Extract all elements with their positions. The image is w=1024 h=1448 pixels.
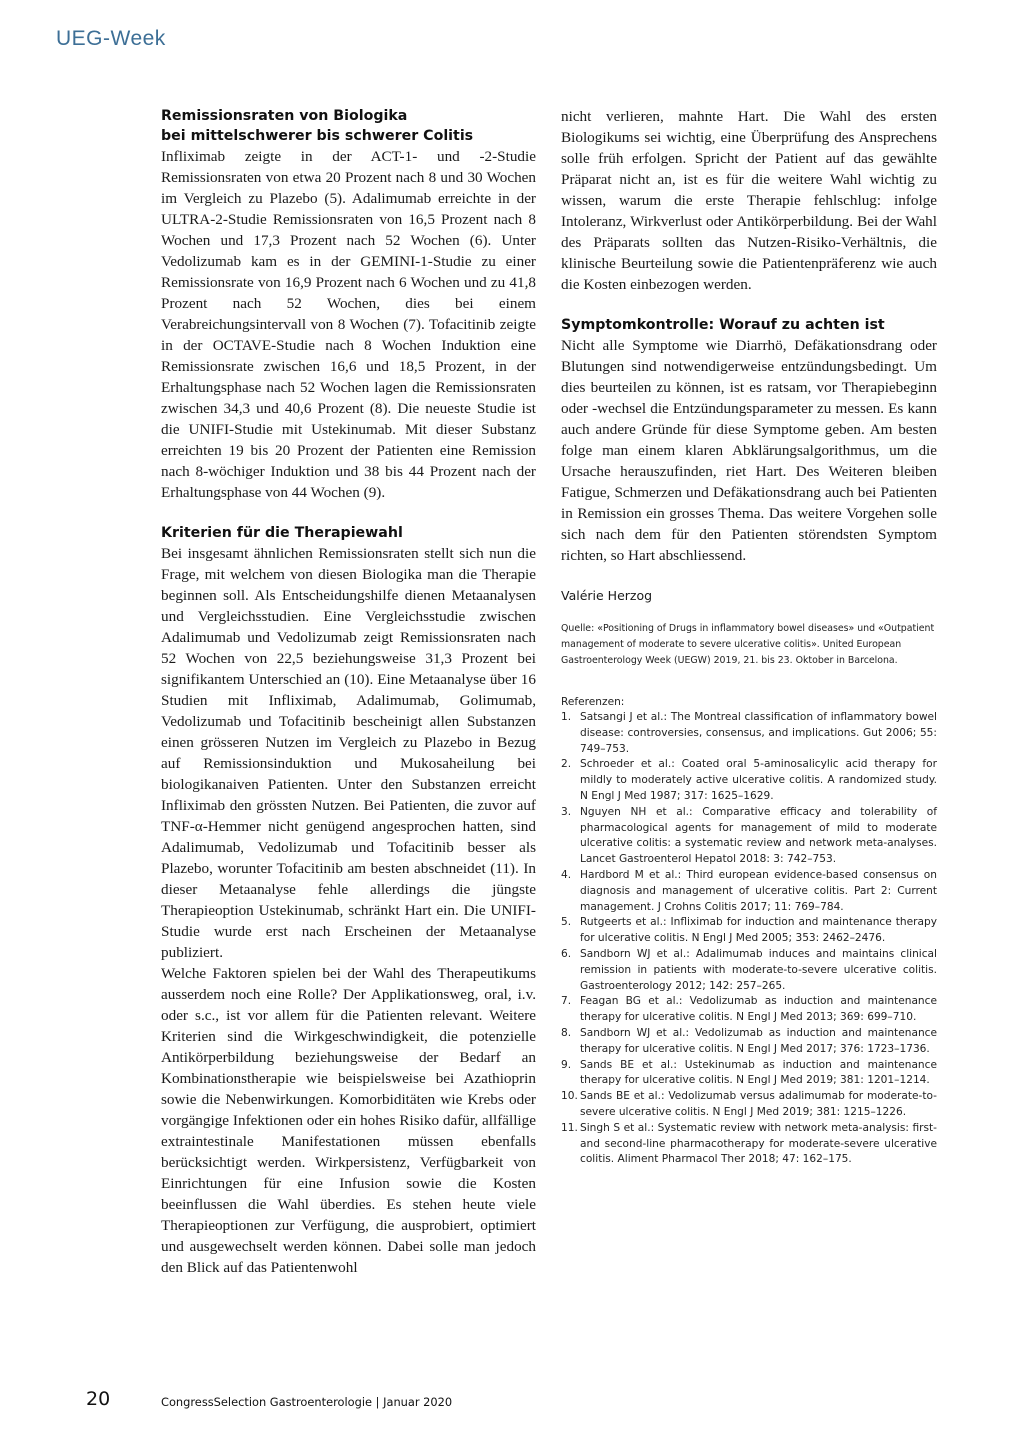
reference-text: Schroeder et al.: Coated oral 5-aminosalicylic acid therapy for mildly to moderately active ulcerative colitis. A randomized study. N Engl J Med 1987; 317: 1625–1629. — [580, 758, 937, 802]
section-label: UEG-Week — [56, 27, 166, 50]
reference-text: Rutgeerts et al.: Infliximab for induction and maintenance therapy for ulcerative colitis. N Engl J Med 2005; 353: 2462–2476. — [580, 916, 937, 945]
left-column — [161, 106, 536, 1278]
reference-number: 10. — [561, 1090, 578, 1103]
reference-text: Satsangi J et al.: The Montreal classification of inflammatory bowel disease: controversies, consensus, and implications. Gut 2006; 55: 749–753. — [580, 711, 937, 755]
paragraph: Welche Faktoren spielen bei der Wahl des Therapeutikums ausserdem noch eine Rolle? Der Applikationsweg, oral, i.v. oder s.c., ist vor allem für die Patienten relevant. Weitere Kriterien sind die Wirkgeschwindigkeit, die potenzielle Antikörperbildung beziehungsweise der Bedarf an Kombinationstherapie wie beispielsweise bei Azathioprin sowie die Nebenwirkungen. Komorbiditäten wie Krebs oder vorgängige Infektionen oder ein hohes Risiko dafür, allfällige extraintestinale Manifestationen müssen ebenfalls berücksichtigt werden. Wirkpersistenz, Verfügbarkeit von Einrichtungen für eine Infusion sowie die Kosten beeinflussen die Wahl überdies. Es stehen heute viele Therapieoptionen zur Verfügung, die ausprobiert, optimiert und ausgewechselt werden können. Dabei solle man jedoch den Blick auf das Patientenwohl — [161, 965, 536, 1276]
paragraph: Infliximab zeigte in der ACT-1- und -2-Studie Remissionsraten von etwa 20 Prozent nach 8 und 30 Wochen im Vergleich zu Plazebo (5). Adalimumab erreichte in der ULTRA-2-Studie Remissionsraten von 16,5 Prozent nach 8 Wochen und 17,3 Prozent nach 52 Wochen (6). Unter Vedolizumab kam es in der GEMINI-1-Studie zu einer Remissionsrate von 16,9 Prozent nach 6 Wochen und zu 41,8 Prozent nach 52 Wochen, dies bei einem Verabreichungsintervall von 8 Wochen (7). Tofacitinib zeigte in der OCTAVE-Studie nach 8 Wochen Induktion eine Remissionsrate zwischen 16,6 und 18,5 Prozent, in der Erhaltungsphase nach 52 Wochen lagen die Remissionsraten zwischen 34,3 und 40,6 Prozent (8). Die neueste Studie ist die UNIFI-Studie mit Ustekinumab. Mit dieser Substanz erreichten 19 bis 20 Prozent der Patienten eine Remission nach 8-wöchiger Induktion und 38 bis 44 Prozent nach der Erhaltungsphase von 44 Wochen (9). — [161, 148, 536, 501]
reference-text: Sandborn WJ et al.: Adalimumab induces and maintains clinical remission in patients with moderate-to-severe ulcerative colitis. Gastroenterology 2012; 142: 257–265. — [580, 947, 937, 992]
reference-item — [561, 1058, 937, 1090]
heading-kriterien: Kriterien für die Therapiewahl — [161, 525, 403, 541]
reference-item — [561, 1089, 937, 1121]
reference-number: 4. — [561, 868, 572, 881]
heading-remissionsraten — [161, 106, 536, 146]
reference-text: Singh S et al.: Systematic review with network meta-analysis: first- and second-line pharmacotherapy for moderate-severe ulcerative colitis. Aliment Pharmacol Ther 2018; 47: 162–175. — [580, 1121, 937, 1166]
paragraph: Bei insgesamt ähnlichen Remissionsraten stellt sich nun die Frage, mit welchem von diesen Biologika man die Therapie beginnen soll. Als Entscheidungshilfe dienen Metaanalysen und Vergleichsstudien. Eine Vergleichsstudie zwischen Adalimumab und Vedolizumab zeigt Remissionsraten nach 52 Wochen von 22,5 beziehungsweise 31,3 Prozent bei signifikantem Unterschied an (10). Eine Metaanalyse über 16 Studien mit Infliximab, Adalimumab, Golimumab, Vedolizumab und Tofacitinib bescheinigt allen Substanzen einen grösseren Nutzen im Vergleich zu Plazebo in Bezug auf Remissionsinduktion und Mukosaheilung bei biologikanaiven Patienten. Unter den Substanzen erreicht Infliximab den grössten Nutzen. Bei Patienten, die zuvor auf TNF-α-Hemmer nicht genügend angesprochen hatten, sind Adalimumab, Vedolizumab und Tofacitinib besser als Plazebo, worunter Tofacitinib am besten abschneidet (11). In dieser Metaanalyse fehle allerdings die jüngste Therapieoption Ustekinumab, schränkt Hart ein. Die UNIFI-Studie wurde erst nach Erscheinen der Metaanalyse publiziert. — [161, 545, 536, 961]
reference-number: 6. — [561, 947, 572, 960]
reference-item — [561, 757, 937, 804]
right-column — [561, 106, 937, 1168]
reference-number: 9. — [561, 1058, 572, 1071]
reference-number: 5. — [561, 916, 572, 929]
page-number: 20 — [86, 1388, 111, 1410]
reference-number: 1. — [561, 711, 572, 723]
author: Valérie Herzog — [561, 588, 653, 603]
reference-number: 11. — [561, 1121, 578, 1134]
references-list — [561, 710, 937, 1168]
publication-name: CongressSelection Gastroenterologie | Januar 2020 — [161, 1395, 453, 1409]
heading-line-2: bei mittelschwerer bis schwerer Colitis — [161, 128, 474, 144]
reference-item — [561, 1121, 937, 1168]
reference-text: Sands BE et al.: Vedolizumab versus adalimumab for moderate-to-severe ulcerative colitis. N Engl J Med 2019; 381: 1215–1226. — [580, 1090, 937, 1118]
paragraph: Nicht alle Symptome wie Diarrhö, Defäkationsdrang oder Blutungen sind notwendigerweise entzündungsbedingt. Um dies beurteilen zu können, ist es ratsam, vor Therapiebeginn oder -wechsel die Entzündungsparameter zu messen. Es kann auch andere Gründe für diese Symptome geben. Am besten folge man einem klaren Abklärungsalgorithmus, um die Ursache herauszufinden, riet Hart. Des Weiteren bleiben Fatigue, Schmerzen und Defäkationsdrang auch bei Patienten in Remission ein grosses Thema. Das weitere Vorgehen solle sich nach dem für den Patienten störendsten Symptom richten, so Hart abschliessend. — [561, 337, 937, 564]
reference-text: Nguyen NH et al.: Comparative efficacy and tolerability of pharmacological agents for management of mild to moderate ulcerative colitis: a systematic review and network meta-analyses. Lancet Gastroenterol Hepatol 2018: 3: 742–753. — [580, 805, 937, 866]
reference-text: Sandborn WJ et al.: Vedolizumab as induction and maintenance therapy for ulcerative colitis. N Engl J Med 2017; 376: 1723–1736. — [580, 1026, 937, 1055]
reference-text: Sands BE et al.: Ustekinumab as induction and maintenance therapy for ulcerative colitis. N Engl J Med 2019; 381: 1201–1214. — [580, 1058, 937, 1087]
reference-item — [561, 947, 937, 994]
heading-line-1: Remissionsraten von Biologika — [161, 108, 408, 124]
reference-item — [561, 805, 937, 868]
reference-number: 7. — [561, 995, 572, 1008]
reference-item — [561, 1026, 937, 1058]
reference-text: Hardbord M et al.: Third european evidence-based consensus on diagnosis and management of ulcerative colitis. Part 2: Current management. J Crohns Colitis 2017; 11: 769–784. — [580, 868, 937, 913]
heading-symptomkontrolle: Symptomkontrolle: Worauf zu achten ist — [561, 317, 885, 333]
reference-text: Feagan BG et al.: Vedolizumab as induction and maintenance therapy for ulcerative colitis. N Engl J Med 2013; 369: 699–710. — [580, 995, 937, 1024]
reference-number: 8. — [561, 1026, 572, 1039]
reference-item — [561, 994, 937, 1026]
reference-item — [561, 915, 937, 947]
source-note: Quelle: «Positioning of Drugs in inflammatory bowel diseases» und «Outpatient management of moderate to severe ulcerative colitis». United European Gastroenterology Week (UEGW) 2019, 21. bis 23. Oktober in Barcelona. — [561, 623, 935, 666]
paragraph: nicht verlieren, mahnte Hart. Die Wahl des ersten Biologikums sei wichtig, eine Überprüfung des Ansprechens solle früh erfolgen. Spricht der Patient auf das gewählte Präparat nicht an, ist es für die weitere Wahl wichtig zu wissen, warum die erste Therapie fehlschlug: infolge Intoleranz, Wirkverlust oder Antikörperbildung. Bei der Wahl des Präparats sollten das Nutzen-Risiko-Verhältnis, die klinische Beurteilung sowie die Patientenpräferenz wie auch die Kosten einbezogen werden. — [561, 108, 937, 293]
references-title: Referenzen: — [561, 696, 625, 708]
reference-number: 2. — [561, 758, 572, 771]
reference-item — [561, 868, 937, 915]
reference-number: 3. — [561, 805, 572, 818]
reference-item — [561, 710, 937, 757]
